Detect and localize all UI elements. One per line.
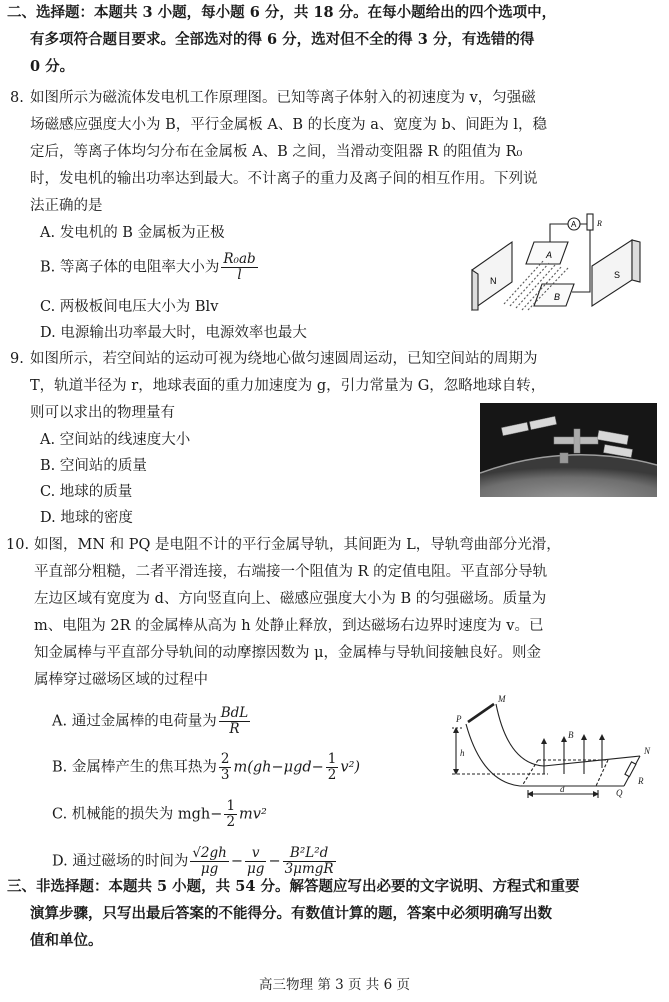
q9-line3: 则可以求出的物理量有 bbox=[30, 405, 175, 421]
q10-option-b-mid: m(gh−μgd− bbox=[233, 759, 324, 776]
q10-option-d-fraction1 bbox=[190, 846, 229, 877]
q10-rail-figure bbox=[448, 694, 656, 806]
q10-option-d-f1-num: √2gh bbox=[192, 845, 227, 861]
q8-line1: 如图所示为磁流体发电机工作原理图。已知等离子体射入的初速度为 v，匀强磁 bbox=[30, 90, 536, 106]
q10-option-b-f2-den: 2 bbox=[327, 767, 337, 783]
q10-fig-label-b: B bbox=[568, 730, 574, 740]
q8-fig-label-b: B bbox=[554, 292, 561, 302]
q8-mhd-generator-figure bbox=[464, 212, 656, 318]
q10-option-c-f-num: 1 bbox=[226, 798, 236, 814]
q10-option-b-fraction2 bbox=[326, 752, 339, 783]
q9-option-b: B. 空间站的质量 bbox=[40, 458, 147, 474]
q9-option-d: D. 地球的密度 bbox=[40, 510, 133, 526]
q10-option-a-text: A. 通过金属棒的电荷量为 bbox=[52, 713, 217, 730]
section2-line1: 二、选择题：本题共 3 小题，每小题 6 分，共 18 分。在每小题给出的四个选项中， bbox=[7, 4, 557, 21]
q10-number: 10. bbox=[6, 537, 30, 553]
q10-line4: m、电阻为 2R 的金属棒从高为 h 处静止释放，到达磁场右边界时速度为 v。已 bbox=[34, 618, 544, 634]
q10-option-d-f3-num: B²L²d bbox=[283, 846, 336, 862]
q10-fig-label-p: P bbox=[456, 714, 462, 724]
q10-option-c-fraction bbox=[224, 799, 237, 830]
q8-option-c: C. 两极板间电压大小为 Blv bbox=[40, 299, 219, 315]
q8-number: 8. bbox=[10, 90, 24, 106]
q8-option-b-numerator: R₀ab bbox=[223, 251, 256, 267]
q10-option-d-f2-den: μg bbox=[247, 861, 265, 877]
q10-option-c-post: mv² bbox=[239, 806, 267, 823]
q10-fig-label-h: h bbox=[460, 748, 465, 758]
q10-line2: 平直部分粗糙，二者平滑连接，右端接一个阻值为 R 的定值电阻。平直部分导轨 bbox=[34, 564, 548, 580]
q9-line1: 如图所示，若空间站的运动可视为绕地心做匀速圆周运动，已知空间站的周期为 bbox=[30, 351, 538, 367]
q10-option-a-fraction bbox=[219, 706, 251, 737]
q10-option-b bbox=[52, 752, 360, 783]
q10-option-c-text: C. 机械能的损失为 mgh− bbox=[52, 806, 223, 823]
q8-fig-label-r: R bbox=[597, 219, 602, 228]
q10-option-c-f-den: 2 bbox=[226, 814, 236, 830]
q10-option-a bbox=[52, 706, 252, 737]
q10-fig-label-m: M bbox=[498, 694, 506, 704]
q8-option-b-denominator: l bbox=[237, 267, 242, 283]
q10-option-d-f1-den: μg bbox=[200, 861, 219, 877]
q10-fig-label-n: N bbox=[644, 746, 651, 756]
q10-option-d-fraction3 bbox=[283, 846, 336, 877]
q9-option-a: A. 空间站的线速度大小 bbox=[40, 432, 191, 448]
q10-option-c bbox=[52, 799, 267, 830]
q10-line1: 如图，MN 和 PQ 是电阻不计的平行金属导轨，其间距为 L，导轨弯曲部分光滑， bbox=[34, 537, 561, 553]
section3-line2: 演算步骤，只写出最后答案的不能得分。有数值计算的题，答案中必须明确写出数 bbox=[30, 905, 552, 922]
q9-number: 9. bbox=[10, 351, 24, 367]
q8-option-b bbox=[40, 252, 260, 283]
q10-option-b-fraction1 bbox=[219, 752, 232, 783]
q8-line2: 场磁感应强度大小为 B，平行金属板 A、B 的长度为 a、宽度为 b、间距为 l，稳 bbox=[30, 117, 547, 133]
section3-line1: 三、非选择题：本题共 5 小题，共 54 分。解答题应写出必要的文字说明、方程式和重要 bbox=[7, 878, 580, 895]
q10-line3: 左边区域有宽度为 d、方向竖直向上、磁感应强度大小为 B 的匀强磁场。质量为 bbox=[34, 591, 547, 607]
q10-option-d-fraction2 bbox=[245, 846, 266, 877]
q10-option-d-minus2: − bbox=[268, 853, 281, 870]
section2-line3: 0 分。 bbox=[30, 58, 75, 75]
q8-fig-label-a: A bbox=[546, 250, 553, 260]
q8-option-b-text: B. 等离子体的电阻率大小为 bbox=[40, 259, 220, 276]
q8-fig-label-s: S bbox=[614, 270, 621, 280]
page-footer: 高三物理 第 3 页 共 6 页 bbox=[259, 977, 410, 993]
q10-option-d-minus1: − bbox=[230, 853, 244, 870]
q8-fig-ammeter-label: A bbox=[571, 220, 577, 229]
q10-option-d bbox=[52, 846, 338, 877]
q8-line5: 法正确的是 bbox=[30, 198, 103, 214]
q10-option-a-numerator: BdL bbox=[220, 705, 249, 721]
q8-option-d: D. 电源输出功率最大时，电源效率也最大 bbox=[40, 325, 307, 341]
q8-option-b-fraction bbox=[221, 252, 257, 283]
q10-line6: 属棒穿过磁场区域的过程中 bbox=[34, 672, 208, 688]
q10-line5: 知金属棒与平直部分导轨间的动摩擦因数为 μ，金属棒与导轨间接触良好。则金 bbox=[34, 645, 542, 661]
q8-line4: 时，发电机的输出功率达到最大。不计离子的重力及离子间的相互作用。下列说 bbox=[30, 171, 538, 187]
q9-option-c: C. 地球的质量 bbox=[40, 484, 133, 500]
q10-option-a-denominator: R bbox=[229, 721, 240, 737]
q10-option-b-text: B. 金属棒产生的焦耳热为 bbox=[52, 759, 217, 776]
q10-fig-label-r: R bbox=[638, 776, 644, 786]
section2-line2: 有多项符合题目要求。全部选对的得 6 分，选对但不全的得 3 分，有选错的得 bbox=[30, 31, 535, 48]
section3-line3: 值和单位。 bbox=[30, 932, 103, 949]
q9-line2: T，轨道半径为 r，地球表面的重力加速度为 g，引力常量为 G，忽略地球自转， bbox=[30, 378, 546, 394]
q9-space-station-photo bbox=[480, 403, 657, 497]
q8-fig-label-n: N bbox=[490, 276, 497, 286]
q10-option-d-text: D. 通过磁场的时间为 bbox=[52, 853, 189, 870]
q8-option-a: A. 发电机的 B 金属板为正极 bbox=[40, 225, 225, 241]
q10-fig-label-q: Q bbox=[616, 788, 623, 798]
q10-option-d-f3-den: 3μmgR bbox=[284, 861, 334, 877]
q8-line3: 定后，等离子体均匀分布在金属板 A、B 之间，当滑动变阻器 R 的阻值为 R₀ bbox=[30, 144, 523, 160]
q10-option-b-f1-num: 2 bbox=[220, 751, 230, 767]
q10-option-d-f2-num: v bbox=[245, 846, 266, 862]
q10-fig-label-d: d bbox=[560, 784, 565, 794]
q10-option-b-f1-den: 3 bbox=[220, 767, 230, 783]
q10-option-b-post: v²) bbox=[340, 759, 361, 776]
q10-option-b-f2-num: 1 bbox=[327, 751, 337, 767]
